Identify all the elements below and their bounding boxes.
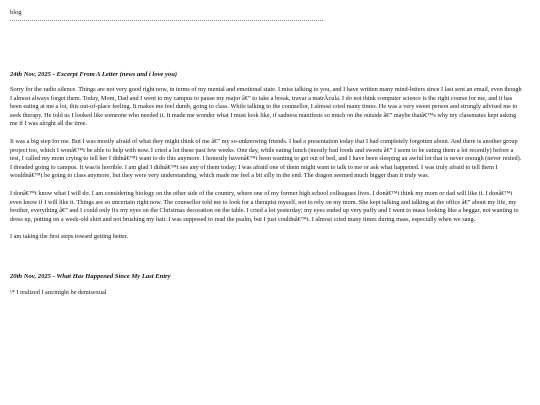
entry-paragraph: Sorry for the radio silence. Things are not very good right now, in terms of my mental and emotional state. I miss talking to you, and I have written many mind-letters since I last sent an email, even though I almost always forget them. Today, Mom, Dad and I went to my campus to pause my major â€” to take a break, travar a matrÃcula. I do not think computer science is the right course for me, and it has been eating at me a lot, this out-of-place feeling. It makes me feel dumb, going to class. While talking to the counsellor, I almost cried many times. He was a very sweet person and strongly advised me to seek therapy. He told us I looked like someone who needed it. It made me wonder what I must look like, if sadness manifests so much on the outside â€” maybe thatâ€™s why my classmates kept asking me if I was alright all the time. [10, 86, 522, 128]
blog-title-link[interactable]: blog [10, 9, 22, 16]
entry-paragraph: I donâ€™t know what I will do. I am considering biology on the other side of the country, where one of my former high school colleagues lives. I donâ€™t think my mom or dad will like it. I donâ€™t even know if I will like it. Things are so uncertain right now. The counsellor told me to look for a therapist myself, not to rely on my mom. She kept talking and talking at the office â€” about my life, my brother, everything â€” and I could only fix my eyes on the Christmas decoration on the table. I cried a lot yesterday; my eyes ended up very puffy and I went to mass looking like a beggar, not wanting to dress up, putting on a week-old shirt and not brushing my hair. I was supposed to read the psalm, but I just couldnâ€™t. I almost cried many times during mass, especially when we sang. [10, 189, 519, 223]
entry-paragraph: I am taking the first steps toward getting better. [10, 233, 129, 241]
entry-title: 20th Nov, 2025 - What Has Happened Since My Last Entry [10, 272, 171, 280]
blog-header [10, 8, 323, 21]
blog-page [10, 8, 522, 298]
blog-entry [10, 70, 522, 242]
entry-paragraph: It was a big step for me. But I was mostly afraid of what they might think of me â€” my so-unknowing friends. I had a presentation today that I had completely forgotten about. And there is another group project too, which I wonâ€™t be able to help with now. I cried a lot these past few weeks. One day, while eating lunch (mostly bad foods and sweets â€” I seem to be eating them a lot recently) before a test, I called my mom crying to tell her I didnâ€™t want to do this anymore. I honestly havenâ€™t been wanting to get out of bed, and I have been sleeping an awful lot that is never enough (never rested). I dreaded going to campus. It was/is horrible. I am glad I didnâ€™t see any of them today; I was afraid one of them might want to talk to me or ask what happened. I was truly afraid to tell them I wouldnâ€™t be going to class anymore, but they were very understanding, which made me feel a bit silly in the end. The dragon seemed much bigger than it truly was. [10, 137, 522, 180]
entry-paragraph: \* I realized I am/might be demisexual [10, 288, 107, 296]
blog-entry [10, 272, 522, 298]
entry-title: 24th Nov, 2025 - Excerpt From A Letter (news and i love you) [10, 71, 178, 78]
